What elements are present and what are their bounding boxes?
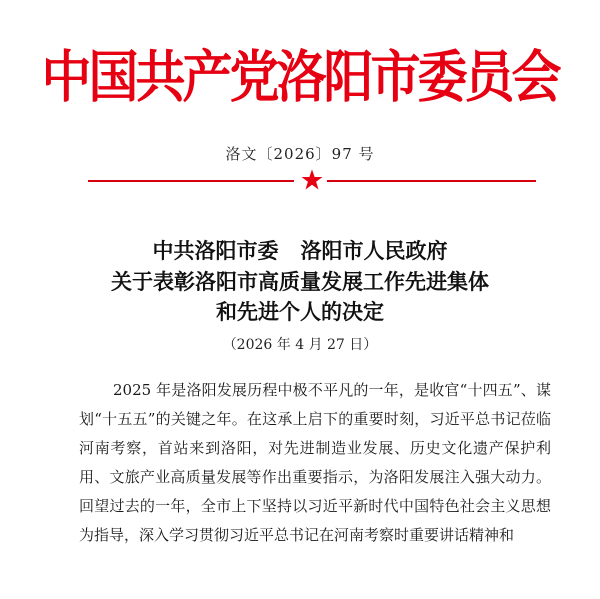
title-issuer-party: 中共洛阳市委 [152, 238, 279, 263]
document-date: （2026 年 4 月 27 日） [222, 337, 378, 353]
star-icon [301, 169, 323, 191]
divider-line-left [88, 180, 294, 182]
title-issuer-government: 洛阳市人民政府 [300, 238, 448, 263]
document-title-line-3: 和先进个人的决定 [216, 299, 384, 324]
document-number: 洛文〔2026〕97 号 [225, 145, 375, 163]
issuer-heading: 中国共产党洛阳市委员会 [41, 45, 559, 111]
divider-line-right [327, 180, 536, 182]
document-body [79, 376, 551, 550]
document-title-line-1 [0, 236, 600, 266]
red-divider [0, 168, 600, 192]
body-paragraph: 2025 年是洛阳发展历程中极不平凡的一年，是收官“十四五”、谋划“十五五”的关键之年。在这承上启下的重要时刻，习近平总书记莅临河南考察，首站来到洛阳，对先进制造业发展、历史文化遗产保护利用、文旅产业高质量发展等作出重要指示，为洛阳发展注入强大动力。回望过去的一年，全市上下坚持以习近平新时代中国特色社会主义思想为指导，深入学习贯彻习近平总书记在河南考察时重要讲话精神和 [79, 381, 551, 544]
document-title-line-2: 关于表彰洛阳市高质量发展工作先进集体 [111, 269, 489, 294]
